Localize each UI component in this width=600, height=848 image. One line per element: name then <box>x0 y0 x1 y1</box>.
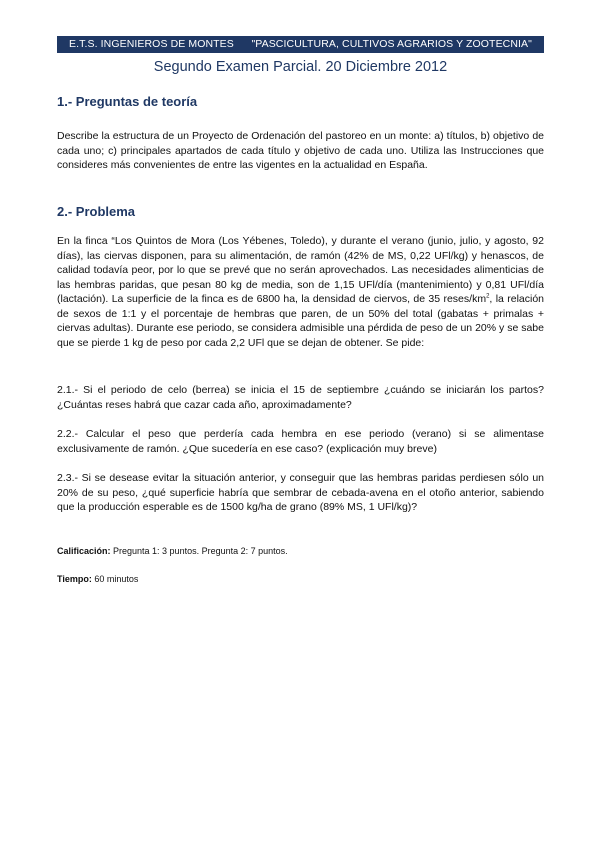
time-text: 60 minutos <box>91 574 139 584</box>
problem-text-part-b: , la relación de sexos de 1:1 y el porcentaje de hembras que paren, de un 50% del total (gabatas + primalas + ciervas adultas). Durante ese periodo, se considera admisible una pérdida de peso de un 20% y se sabe que se pierde 1 kg de peso por cada 2,2 UFl que se dejan de obtener. Se pide: <box>57 293 545 349</box>
time-label: Tiempo: <box>57 574 92 584</box>
header-course: "PASCICULTURA, CULTIVOS AGRARIOS Y ZOOTECNIA" <box>251 38 532 50</box>
problem-superscript: 2 <box>486 293 490 300</box>
section-theory-heading: 1.- Preguntas de teoría <box>57 94 198 109</box>
grading-line <box>57 545 288 557</box>
time-line <box>57 573 138 585</box>
exam-subtitle: Segundo Examen Parcial. 20 Diciembre 2012 <box>153 59 448 75</box>
header-school: E.T.S. INGENIEROS DE MONTES <box>69 38 234 50</box>
header-bar <box>57 36 544 53</box>
problem-statement <box>57 234 544 350</box>
grading-text: Pregunta 1: 3 puntos. Pregunta 2: 7 puntos. <box>110 546 288 556</box>
question-2-1: 2.1.- Si el periodo de celo (berrea) se inicia el 15 de septiembre ¿cuándo se iniciarán los partos? ¿Cuántas reses habrá que cazar cada año, aproximadamente? <box>57 384 544 411</box>
problem-text-part-a: En la finca “Los Quintos de Mora (Los Yébenes, Toledo), y durante el verano (junio, julio, y agosto, 92 días), las ciervas disponen, para su alimentación, de ramón (42% de MS, 0,22 UFl/kg) y henascos, de calidad todavía peor, por lo que se prevé que no serán aprovechados. Las necesidades alimenticias de las hembras paridas, que pesan 80 kg de media, son de 1,15 UFl/día (mantenimiento) y 0,81 UFl/día (lactación). La superficie de la finca es de 6800 ha, la densidad de ciervos, de 35 reses/km <box>57 235 544 305</box>
section-problem-heading: 2.- Problema <box>57 204 136 219</box>
question-2-2: 2.2.- Calcular el peso que perdería cada hembra en ese periodo (verano) si se alimentase exclusivamente de ramón. ¿Que sucedería en ese caso? (explicación muy breve) <box>57 428 544 455</box>
question-2-3: 2.3.- Si se desease evitar la situación anterior, y conseguir que las hembras paridas perdiesen sólo un 20% de su peso, ¿qué superficie habría que sembrar de cebada-avena en el otoño anterior, sabiendo que la producción esperable es de 1500 kg/ha de grano (89% MS, 1 UFl/kg)? <box>57 472 544 513</box>
grading-label: Calificación: <box>57 546 111 556</box>
section-theory-text: Describe la estructura de un Proyecto de Ordenación del pastoreo en un monte: a) títulos, b) objetivo de cada uno; c) principales apartados de cada título y objetivo de cada uno. Utiliza las Instrucciones que consideres más convenientes de entre las vigentes en la actualidad en España. <box>57 130 544 171</box>
